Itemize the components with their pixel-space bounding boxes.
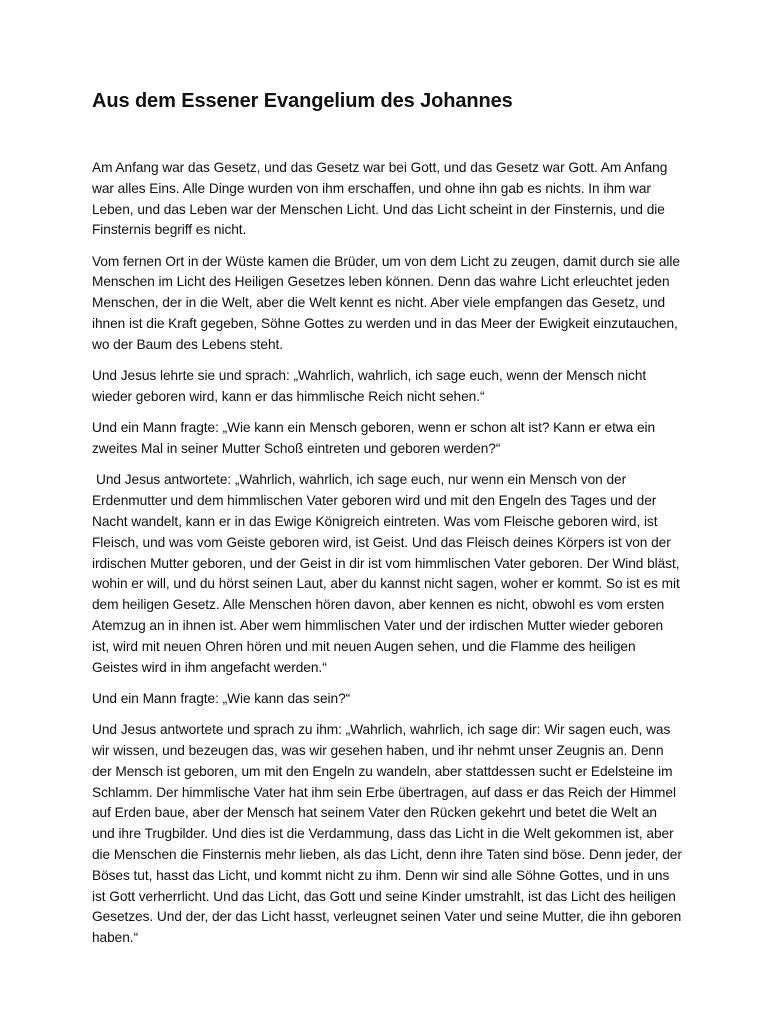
- paragraph-6: Und ein Mann fragte: „Wie kann das sein?“: [92, 690, 351, 706]
- paragraph-4: Und ein Mann fragte: „Wie kann ein Mensch geboren, wenn er schon alt ist? Kann er etwa ein zweites Mal in seiner Mutter Schoß eintreten und geboren werden?“: [92, 420, 656, 457]
- paragraph-7: Und Jesus antwortete und sprach zu ihm: „Wahrlich, wahrlich, ich sage dir: Wir sagen euch, was wir wissen, und bezeugen das, was wir gesehen haben, und ihr nehmt unser Zeugnis an. Denn der Mensch ist geboren, um mit den Engeln zu wandeln, aber stattdessen sucht er Edelsteine im Schlamm. Der himmlische Vater hat ihm sein Erbe übertragen, auf dass er das Reich der Himmel auf Erden baue, aber der Mensch hat seinem Vater den Rücken gekehrt und betet die Welt an und ihre Trugbilder. Und dies ist die Verdammung, dass das Licht in die Welt gekommen ist, aber die Menschen die Finsternis mehr lieben, als das Licht, denn ihre Taten sind böse. Denn jeder, der Böses tut, hasst das Licht, und kommt nicht zu ihm. Denn wir sind alle Söhne Gottes, und in uns ist Gott verherrlicht. Und das Licht, das Gott und seine Kinder umstrahlt, ist das Licht des heiligen Gesetzes. Und der, der das Licht hasst, verleugnet seinen Vater und seine Mutter, die ihn geboren haben.“: [92, 722, 682, 946]
- document-title: Aus dem Essener Evangelium des Johannes: [92, 90, 513, 112]
- document-page: [92, 88, 682, 959]
- paragraph-3: Und Jesus lehrte sie und sprach: „Wahrlich, wahrlich, ich sage euch, wenn der Mensch nicht wieder geboren wird, kann er das himmlische Reich nicht sehen.“: [92, 368, 647, 404]
- paragraph-2: Vom fernen Ort in der Wüste kamen die Brüder, um von dem Licht zu zeugen, damit durch sie alle Menschen im Licht des Heiligen Gesetzes leben können. Denn das wahre Licht erleuchtet jeden Menschen, der in die Welt, aber die Welt kennt es nicht. Aber viele empfangen das Gesetz, und ihnen ist die Kraft gegeben, Söhne Gottes zu werden und in das Meer der Ewigkeit einzutauchen, wo der Baum des Lebens steht.: [92, 253, 680, 352]
- paragraph-1: Am Anfang war das Gesetz, und das Gesetz war bei Gott, und das Gesetz war Gott. Am Anfang war alles Eins. Alle Dinge wurden von ihm erschaffen, und ohne ihn gab es nichts. In ihm war Leben, und das Leben war der Menschen Licht. Und das Licht scheint in der Finsternis, und die Finsternis begriff es nicht.: [92, 160, 668, 238]
- paragraph-5: Und Jesus antwortete: „Wahrlich, wahrlich, ich sage euch, nur wenn ein Mensch von der Erdenmutter und dem himmlischen Vater geboren wird und mit den Engeln des Tages und der Nacht wandelt, kann er in das Ewige Königreich eintreten. Was vom Fleische geboren wird, ist Fleisch, und was vom Geiste geboren wird, ist Geist. Und das Fleisch deines Körpers ist von der irdischen Mutter geboren, und der Geist in dir ist vom himmlischen Vater geboren. Der Wind bläst, wohin er will, und du hörst seinen Laut, aber du kannst nicht sagen, woher er kommt. So ist es mit dem heiligen Gesetz. Alle Menschen hören davon, aber kennen es nicht, obwohl es vom ersten Atemzug an in ihnen ist. Aber wem himmlischen Vater und der irdischen Mutter wieder geboren ist, wird mit neuen Ohren hören und mit neuen Augen sehen, und die Flamme des heiligen Geistes wird in ihm angefacht werden.“: [92, 472, 680, 675]
